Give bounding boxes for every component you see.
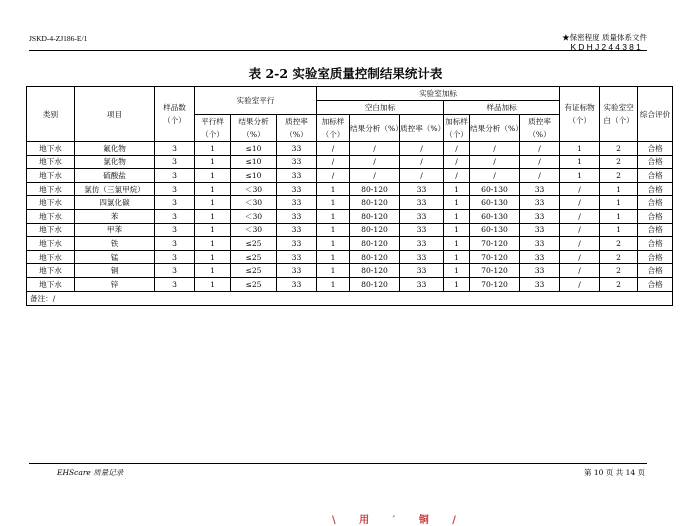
table-cell: ≤10 — [231, 142, 277, 156]
header-lab-parallel: 实验室平行 — [195, 87, 317, 115]
footer-divider — [29, 463, 647, 464]
table-cell: 3 — [155, 250, 195, 264]
secrecy-label: ★保密程度 质量体系文件 — [562, 33, 647, 42]
table-cell: / — [444, 142, 470, 156]
table-cell: / — [350, 155, 400, 169]
table-cell: 1 — [444, 196, 470, 210]
table-cell: 33 — [520, 182, 560, 196]
table-cell: 地下水 — [27, 182, 75, 196]
table-cell: 1 — [600, 223, 638, 237]
table-cell: ＜30 — [231, 182, 277, 196]
table-cell: 合格 — [638, 209, 673, 223]
table-cell: / — [470, 142, 520, 156]
table-cell: 1 — [444, 250, 470, 264]
header-overall: 综合评价 — [638, 87, 673, 142]
table-cell: 80-120 — [350, 209, 400, 223]
header-spike-samples: 加标样（个） — [444, 115, 470, 142]
table-cell: 1 — [195, 155, 231, 169]
header-category: 类别 — [27, 87, 75, 142]
table-cell: 合格 — [638, 196, 673, 210]
table-cell: / — [470, 169, 520, 183]
table-cell: ≤10 — [231, 169, 277, 183]
table-cell: 70-120 — [470, 250, 520, 264]
table-cell: 3 — [155, 182, 195, 196]
table-row — [27, 277, 673, 291]
table-cell: 3 — [155, 209, 195, 223]
table-row — [27, 237, 673, 251]
report-number: KDHJ244381 — [570, 42, 643, 52]
table-cell: 33 — [277, 209, 317, 223]
table-cell: 1 — [195, 169, 231, 183]
table-cell: 地下水 — [27, 250, 75, 264]
header-parallel-samples: 平行样（个） — [195, 115, 231, 142]
table-cell: 60-130 — [470, 209, 520, 223]
seal-stamp: \ 用 ′ 铜 / — [332, 515, 466, 526]
header-result-analysis: 结果分析（%） — [470, 115, 520, 142]
table-cell: 地下水 — [27, 155, 75, 169]
table-cell: 1 — [317, 223, 350, 237]
table-cell: 33 — [400, 250, 444, 264]
table-row — [27, 264, 673, 278]
table-cell: 3 — [155, 264, 195, 278]
table-cell: ≤25 — [231, 264, 277, 278]
table-cell: ≤25 — [231, 250, 277, 264]
table-cell: 1 — [195, 264, 231, 278]
table-cell: 1 — [317, 264, 350, 278]
table-cell: 地下水 — [27, 196, 75, 210]
table-cell: ＜30 — [231, 209, 277, 223]
table-cell: / — [317, 155, 350, 169]
table-cell: / — [400, 142, 444, 156]
table-cell: 2 — [600, 169, 638, 183]
table-cell: 33 — [277, 196, 317, 210]
table-cell: 1 — [600, 209, 638, 223]
table-cell: / — [350, 142, 400, 156]
header-lab-spike: 实验室加标 — [317, 87, 560, 101]
header-qc-rate: 质控率（%） — [400, 115, 444, 142]
table-cell: 3 — [155, 277, 195, 291]
table-cell: 1 — [195, 250, 231, 264]
header-spike-samples: 加标样（个） — [317, 115, 350, 142]
table-cell: 3 — [155, 155, 195, 169]
table-cell: 33 — [520, 264, 560, 278]
table-note-row — [27, 291, 673, 305]
table-cell: 80-120 — [350, 223, 400, 237]
table-cell: 甲苯 — [75, 223, 155, 237]
table-cell: 80-120 — [350, 277, 400, 291]
table-cell: 80-120 — [350, 182, 400, 196]
table-cell: 地下水 — [27, 264, 75, 278]
table-cell: 1 — [195, 223, 231, 237]
table-cell: / — [520, 142, 560, 156]
table-cell: 1 — [317, 182, 350, 196]
table-cell: 地下水 — [27, 209, 75, 223]
table-cell: 60-130 — [470, 182, 520, 196]
table-cell: 1 — [444, 264, 470, 278]
table-cell: 锌 — [75, 277, 155, 291]
table-cell: 铜 — [75, 264, 155, 278]
table-cell: / — [560, 250, 600, 264]
table-cell: 锰 — [75, 250, 155, 264]
header-lab-blank: 实验室空白（个） — [600, 87, 638, 142]
table-row — [27, 155, 673, 169]
table-cell: / — [560, 264, 600, 278]
table-body — [27, 142, 673, 306]
table-cell: 四氯化碳 — [75, 196, 155, 210]
table-cell: 3 — [155, 169, 195, 183]
table-row — [27, 250, 673, 264]
table-cell: 33 — [277, 155, 317, 169]
table-cell: 33 — [400, 182, 444, 196]
table-cell: ＜30 — [231, 223, 277, 237]
table-title: 表 2-2 实验室质量控制结果统计表 — [248, 66, 443, 81]
header-certified-ref: 有证标物（个） — [560, 87, 600, 142]
table-cell: / — [444, 155, 470, 169]
table-cell: 1 — [195, 142, 231, 156]
table-cell: 合格 — [638, 223, 673, 237]
table-cell: 60-130 — [470, 196, 520, 210]
header-divider — [29, 50, 647, 51]
table-cell: 2 — [600, 155, 638, 169]
header-item: 项目 — [75, 87, 155, 142]
table-cell: 33 — [277, 223, 317, 237]
table-cell: / — [560, 277, 600, 291]
table-cell: 地下水 — [27, 169, 75, 183]
table-cell: 1 — [444, 182, 470, 196]
table-cell: 33 — [520, 277, 560, 291]
table-cell: ＜30 — [231, 196, 277, 210]
document-code: JSKD-4-ZJ186-E/1 — [29, 34, 88, 43]
table-cell: 地下水 — [27, 142, 75, 156]
table-cell: 3 — [155, 237, 195, 251]
table-cell: 1 — [317, 237, 350, 251]
table-cell: 33 — [277, 250, 317, 264]
table-cell: 33 — [400, 237, 444, 251]
table-cell: 合格 — [638, 250, 673, 264]
table-cell: 合格 — [638, 169, 673, 183]
table-cell: 1 — [560, 155, 600, 169]
table-cell: 1 — [444, 209, 470, 223]
table-cell: 1 — [317, 277, 350, 291]
table-cell: 80-120 — [350, 264, 400, 278]
table-cell: / — [317, 142, 350, 156]
table-cell: ≤10 — [231, 155, 277, 169]
table-cell: 合格 — [638, 142, 673, 156]
table-cell: 70-120 — [470, 277, 520, 291]
table-cell: / — [560, 223, 600, 237]
table-cell: 氯化物 — [75, 155, 155, 169]
table-cell: / — [400, 155, 444, 169]
table-cell: 1 — [600, 196, 638, 210]
table-cell: 33 — [520, 237, 560, 251]
table-cell: 80-120 — [350, 250, 400, 264]
table-row — [27, 209, 673, 223]
table-cell: / — [400, 169, 444, 183]
table-cell: 氟化物 — [75, 142, 155, 156]
table-cell: / — [444, 169, 470, 183]
table-cell: 3 — [155, 142, 195, 156]
table-cell: 地下水 — [27, 277, 75, 291]
table-cell: 1 — [600, 182, 638, 196]
table-cell: 33 — [400, 209, 444, 223]
header-result-analysis: 结果分析（%） — [231, 115, 277, 142]
table-cell: 33 — [277, 237, 317, 251]
table-note: 备注：/ — [27, 291, 673, 305]
page-number: 第 10 页 共 14 页 — [583, 468, 645, 477]
header-sample-count: 样品数（个） — [155, 87, 195, 142]
table-cell: ≤25 — [231, 277, 277, 291]
table-cell: 33 — [520, 196, 560, 210]
table-cell: 1 — [444, 277, 470, 291]
table-cell: 33 — [400, 223, 444, 237]
table-cell: / — [317, 169, 350, 183]
table-cell: 3 — [155, 196, 195, 210]
table-cell: 33 — [400, 264, 444, 278]
table-row — [27, 169, 673, 183]
table-cell: ≤25 — [231, 237, 277, 251]
table-cell: 1 — [317, 196, 350, 210]
header-qc-rate: 质控率（%） — [277, 115, 317, 142]
table-cell: 70-120 — [470, 237, 520, 251]
table-cell: 1 — [444, 237, 470, 251]
table-cell: 33 — [520, 223, 560, 237]
table-cell: 2 — [600, 237, 638, 251]
table-cell: 33 — [520, 209, 560, 223]
table-cell: / — [470, 155, 520, 169]
table-cell: 1 — [195, 237, 231, 251]
table-cell: / — [560, 209, 600, 223]
table-cell: 33 — [277, 182, 317, 196]
table-cell: / — [560, 196, 600, 210]
table-cell: 地下水 — [27, 223, 75, 237]
table-cell: 1 — [560, 169, 600, 183]
table-cell: 地下水 — [27, 237, 75, 251]
qc-statistics-table — [26, 86, 673, 306]
table-cell: 70-120 — [470, 264, 520, 278]
header-sample-spike: 样品加标 — [444, 101, 560, 115]
table-cell: 合格 — [638, 237, 673, 251]
table-cell: 33 — [277, 264, 317, 278]
table-cell: / — [520, 155, 560, 169]
table-cell: 1 — [195, 277, 231, 291]
table-cell: 合格 — [638, 264, 673, 278]
table-cell: 1 — [195, 196, 231, 210]
table-cell: 33 — [277, 142, 317, 156]
table-row — [27, 196, 673, 210]
table-cell: 硫酸盐 — [75, 169, 155, 183]
table-row — [27, 223, 673, 237]
table-cell: 33 — [277, 169, 317, 183]
table-cell: 1 — [444, 223, 470, 237]
table-cell: / — [560, 237, 600, 251]
table-cell: 33 — [400, 277, 444, 291]
table-cell: 33 — [277, 277, 317, 291]
table-cell: 2 — [600, 264, 638, 278]
table-cell: 33 — [400, 196, 444, 210]
header-qc-rate: 质控率（%） — [520, 115, 560, 142]
table-row — [27, 142, 673, 156]
header-blank-spike: 空白加标 — [317, 101, 444, 115]
footer-record-label: EHScare 质量记录 — [57, 468, 124, 477]
table-cell: 1 — [317, 250, 350, 264]
table-cell: 80-120 — [350, 237, 400, 251]
table-cell: 合格 — [638, 155, 673, 169]
table-cell: 合格 — [638, 277, 673, 291]
table-cell: 60-130 — [470, 223, 520, 237]
table-cell: 3 — [155, 223, 195, 237]
table-cell: 1 — [560, 142, 600, 156]
table-cell: 苯 — [75, 209, 155, 223]
table-cell: 1 — [317, 209, 350, 223]
header-result-analysis: 结果分析（%） — [350, 115, 400, 142]
table-cell: 80-120 — [350, 196, 400, 210]
table-cell: 1 — [195, 209, 231, 223]
table-cell: / — [350, 169, 400, 183]
table-cell: 2 — [600, 250, 638, 264]
table-cell: 氯仿（三氯甲烷） — [75, 182, 155, 196]
table-cell: 合格 — [638, 182, 673, 196]
table-cell: 1 — [195, 182, 231, 196]
table-cell: 2 — [600, 142, 638, 156]
table-cell: / — [560, 182, 600, 196]
table-row — [27, 182, 673, 196]
table-cell: 2 — [600, 277, 638, 291]
table-cell: 33 — [520, 250, 560, 264]
table-cell: 铁 — [75, 237, 155, 251]
table-cell: / — [520, 169, 560, 183]
